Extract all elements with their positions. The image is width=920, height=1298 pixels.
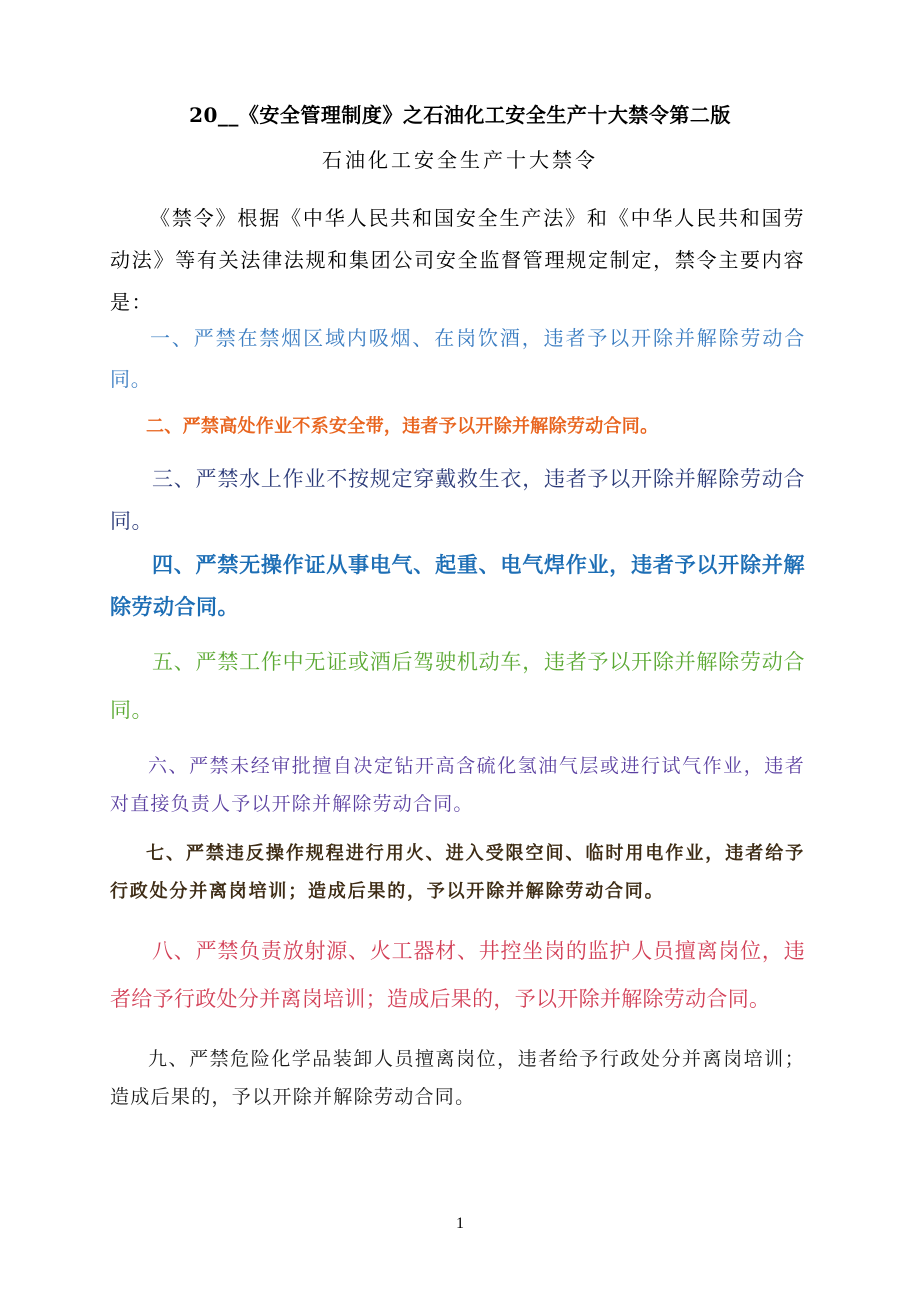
prohibition-item-8: 八、严禁负责放射源、火工器材、井控坐岗的监护人员擅离岗位，违者给予行政处分并离岗培训；造成后果的，予以开除并解除劳动合同。	[110, 939, 805, 1011]
prohibition-item-1: 一、严禁在禁烟区域内吸烟、在岗饮酒，违者予以开除并解除劳动合同。	[110, 326, 805, 391]
document-title: 20__《安全管理制度》之石油化工安全生产十大禁令第二版	[189, 103, 731, 127]
prohibition-item-3: 三、严禁水上作业不按规定穿戴救生衣，违者予以开除并解除劳动合同。	[110, 467, 805, 533]
prohibition-item-7: 七、严禁违反操作规程进行用火、进入受限空间、临时用电作业，违者给予行政处分并离岗培训；造成后果的，予以开除并解除劳动合同。	[110, 843, 805, 902]
prohibition-item-4: 四、严禁无操作证从事电气、起重、电气焊作业，违者予以开除并解除劳动合同。	[110, 553, 805, 619]
page-number: 1	[456, 1215, 464, 1232]
prohibition-item-2: 二、严禁高处作业不系安全带，违者予以开除并解除劳动合同。	[146, 416, 659, 437]
prohibition-item-5: 五、严禁工作中无证或酒后驾驶机动车，违者予以开除并解除劳动合同。	[110, 650, 805, 722]
intro-paragraph: 《禁令》根据《中华人民共和国安全生产法》和《中华人民共和国劳动法》等有关法律法规和集团公司安全监督管理规定制定，禁令主要内容是：	[110, 206, 805, 314]
document-subtitle: 石油化工安全生产十大禁令	[322, 148, 598, 172]
prohibition-item-9: 九、严禁危险化学品装卸人员擅离岗位，违者给予行政处分并离岗培训；造成后果的，予以开除并解除劳动合同。	[110, 1048, 805, 1108]
prohibition-item-6: 六、严禁未经审批擅自决定钻开高含硫化氢油气层或进行试气作业，违者对直接负责人予以开除并解除劳动合同。	[110, 755, 805, 815]
